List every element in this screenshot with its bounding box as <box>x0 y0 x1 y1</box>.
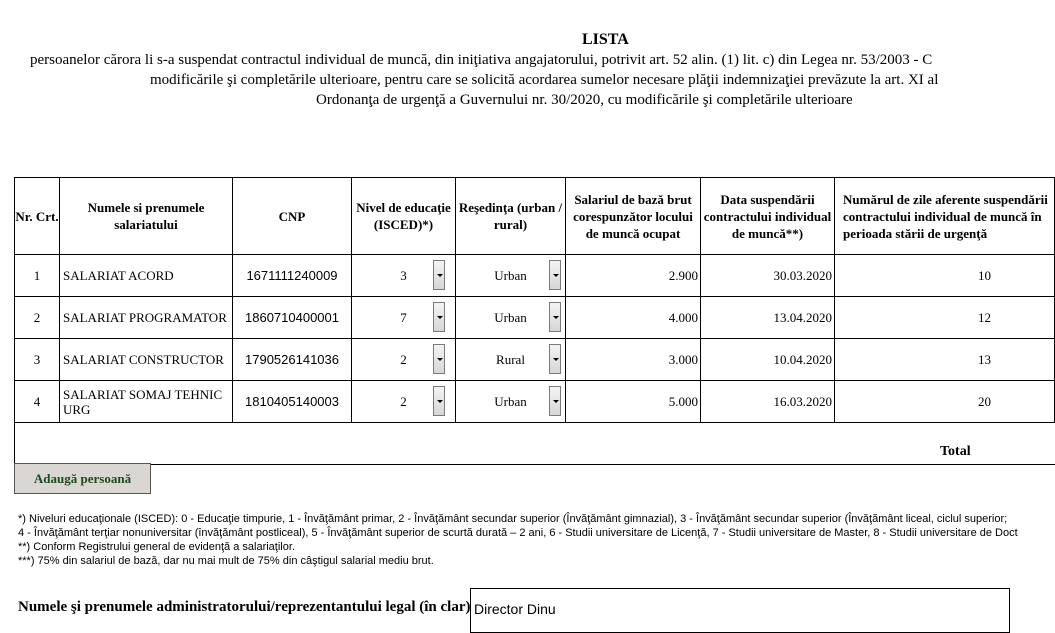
isced-value: 3 <box>400 267 407 283</box>
col-header-cnp: CNP <box>233 178 352 255</box>
table-row <box>15 255 1055 297</box>
add-person-button[interactable]: Adaugă persoană <box>14 463 151 494</box>
residence-value: Urban <box>494 393 527 409</box>
admin-name-value: Director Dinu <box>474 601 556 617</box>
footnote-register: **) Conform Registrului general de evidenţă a salariaţilor. <box>18 541 295 553</box>
isced-select[interactable] <box>352 339 456 381</box>
residence-select[interactable] <box>456 381 566 423</box>
total-label: Total <box>940 443 971 459</box>
footnote-salary: ***) 75% din salariul de bază, dar nu mai mult de 75% din câştigul salarial mediu brut. <box>18 555 434 567</box>
residence-value: Urban <box>494 309 527 325</box>
cell-days[interactable]: 20 <box>835 381 1055 423</box>
isced-select[interactable] <box>352 381 456 423</box>
cell-days[interactable]: 13 <box>835 339 1055 381</box>
chevron-down-icon[interactable] <box>433 386 445 416</box>
col-header-suspension-date: Data suspendării contractului individual de muncă**) <box>701 178 835 255</box>
isced-value: 2 <box>400 393 407 409</box>
cell-date[interactable]: 30.03.2020 <box>701 255 835 297</box>
cell-salary[interactable]: 4.000 <box>566 297 701 339</box>
cell-cnp[interactable]: 1790526141036 <box>233 339 352 381</box>
cell-salary[interactable]: 3.000 <box>566 339 701 381</box>
document-subtitle-line-1: persoanelor cărora li s-a suspendat contractul individual de muncă, din iniţiativa angajatorului, potrivit art. 52 alin. (1) lit. c) din Legea nr. 53/2003 - C <box>30 52 933 68</box>
chevron-down-icon[interactable] <box>549 260 561 290</box>
cell-name[interactable]: SALARIAT ACORD <box>60 255 233 297</box>
chevron-down-icon[interactable] <box>433 302 445 332</box>
cell-salary[interactable]: 2.900 <box>566 255 701 297</box>
total-cell <box>15 423 1055 465</box>
document-subtitle-line-2: modificările şi completările ulterioare, pentru care se solicită acordarea sumelor necesare plăţii indemnizaţiei prevăzute la art. XI al <box>150 72 939 88</box>
cell-date[interactable]: 10.04.2020 <box>701 339 835 381</box>
cell-name[interactable]: SALARIAT SOMAJ TEHNIC URG <box>60 381 233 423</box>
col-header-days: Numărul de zile aferente suspendării contractului individual de muncă în perioada stării de urgenţă <box>835 178 1055 255</box>
residence-value: Rural <box>496 351 525 367</box>
cell-nr: 4 <box>15 381 60 423</box>
col-header-nr: Nr. Crt. <box>15 178 60 255</box>
chevron-down-icon[interactable] <box>433 260 445 290</box>
cell-days[interactable]: 12 <box>835 297 1055 339</box>
residence-value: Urban <box>494 267 527 283</box>
cell-name[interactable]: SALARIAT PROGRAMATOR <box>60 297 233 339</box>
cell-cnp[interactable]: 1810405140003 <box>233 381 352 423</box>
cell-date[interactable]: 13.04.2020 <box>701 297 835 339</box>
cell-nr: 2 <box>15 297 60 339</box>
cell-nr: 3 <box>15 339 60 381</box>
isced-select[interactable] <box>352 297 456 339</box>
employees-table <box>14 177 1055 465</box>
table-row <box>15 339 1055 381</box>
table-row <box>15 297 1055 339</box>
col-header-name: Numele si prenumele salariatului <box>60 178 233 255</box>
cell-salary[interactable]: 5.000 <box>566 381 701 423</box>
admin-name-label: Numele şi prenumele administratorului/reprezentantului legal (în clar) <box>18 599 471 615</box>
chevron-down-icon[interactable] <box>549 302 561 332</box>
admin-name-field[interactable] <box>470 588 1010 633</box>
col-header-residence: Reşedinţa (urban / rural) <box>456 178 566 255</box>
cell-date[interactable]: 16.03.2020 <box>701 381 835 423</box>
document-subtitle-line-3: Ordonanţa de urgenţă a Guvernului nr. 30/2020, cu modificările şi completările ulterioare <box>316 92 853 108</box>
isced-value: 2 <box>400 351 407 367</box>
document-title: LISTA <box>582 31 629 48</box>
table-header-row <box>15 178 1055 255</box>
footnote-isced: *) Niveluri educaţionale (ISCED): 0 - Educaţie timpurie, 1 - Învăţământ primar, 2 - Învăţământ secundar superior (Învăţământ gimnazial), 3 - Învăţământ secundar superior (Învăţământ liceal, ciclul superior; <box>18 513 1008 525</box>
cell-nr: 1 <box>15 255 60 297</box>
total-row <box>15 423 1055 465</box>
residence-select[interactable] <box>456 255 566 297</box>
isced-value: 7 <box>400 309 407 325</box>
cell-cnp[interactable]: 1860710400001 <box>233 297 352 339</box>
residence-select[interactable] <box>456 297 566 339</box>
col-header-isced: Nivel de educaţie (ISCED)*) <box>352 178 456 255</box>
isced-select[interactable] <box>352 255 456 297</box>
chevron-down-icon[interactable] <box>549 386 561 416</box>
residence-select[interactable] <box>456 339 566 381</box>
table-row <box>15 381 1055 423</box>
col-header-salary: Salariul de bază brut corespunzător locului de muncă ocupat <box>566 178 701 255</box>
chevron-down-icon[interactable] <box>433 344 445 374</box>
cell-days[interactable]: 10 <box>835 255 1055 297</box>
footnote-isced-cont: 4 - Învăţământ terţiar nonuniversitar (învăţământ postliceal), 5 - Învăţământ superior de scurtă durată – 2 ani, 6 - Studii universitare de Licenţă, 7 - Studii universitare de Master, 8 - Studii universitare de Doct <box>18 527 1018 539</box>
cell-cnp[interactable]: 1671111240009 <box>233 255 352 297</box>
cell-name[interactable]: SALARIAT CONSTRUCTOR <box>60 339 233 381</box>
chevron-down-icon[interactable] <box>549 344 561 374</box>
